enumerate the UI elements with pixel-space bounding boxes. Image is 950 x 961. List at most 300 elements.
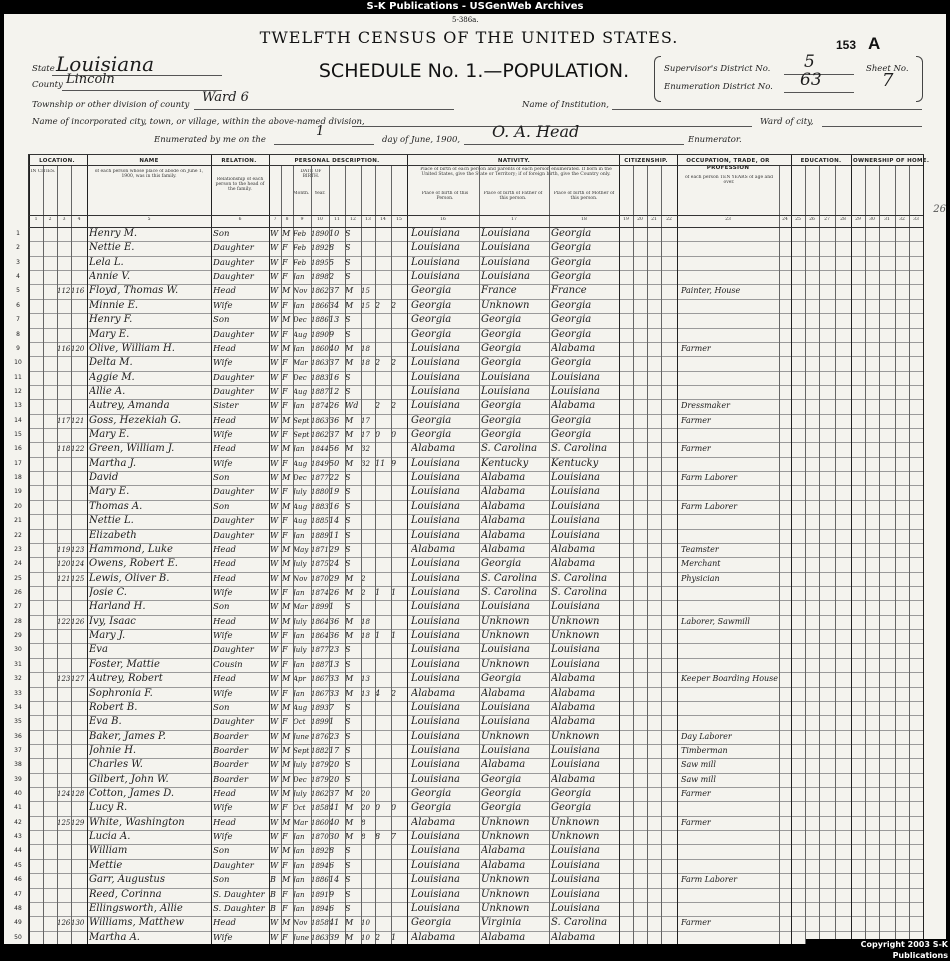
cell-sex: M (282, 473, 291, 483)
cell-yr: 1894 (311, 861, 329, 870)
row-number: 27 (14, 603, 22, 611)
cell-cond: M (345, 573, 354, 583)
cell-sex: F (282, 903, 288, 913)
cell-name: Martha J. (89, 457, 136, 469)
cell-col: W (270, 430, 279, 440)
cell-pob: Louisiana (411, 601, 460, 613)
cell-mo: Jan (293, 890, 305, 899)
column-number: 9 (300, 217, 304, 222)
cell-age: 8 (329, 846, 335, 856)
column-divider (211, 155, 212, 944)
column-number: 12 (350, 217, 356, 222)
column-number: 26 (809, 217, 815, 222)
column-number: 2 (48, 217, 52, 222)
cell-yr: 1862 (311, 431, 329, 440)
cell-pof: Louisiana (481, 242, 530, 254)
census-row (14, 730, 923, 744)
cell-age: 9 (329, 329, 335, 339)
cell-col: W (270, 774, 279, 784)
cell-cond: S (345, 329, 351, 339)
cell-pom: Louisiana (551, 486, 600, 498)
cell-sex: F (282, 688, 288, 698)
cell-living: 9 (391, 458, 397, 468)
cell-pom: Unknown (551, 615, 600, 627)
cell-name: Sophronia F. (89, 687, 153, 699)
cell-pob: Georgia (411, 328, 452, 340)
cell-age: 34 (329, 300, 340, 310)
cell-age: 9 (329, 889, 335, 899)
cell-pob: Louisiana (411, 572, 460, 584)
cell-cond: S (345, 860, 351, 870)
cell-col: W (270, 731, 279, 741)
census-row (14, 500, 923, 514)
cell-pob: Georgia (411, 802, 452, 814)
cell-rel: Daughter (213, 645, 254, 656)
cell-col: W (270, 717, 279, 727)
cell-mo: Nov (293, 919, 308, 928)
relation-description: Relationship of each person to the head of the family. (215, 177, 265, 192)
cell-name: Henry F. (89, 314, 133, 326)
cell-rel: Daughter (213, 717, 254, 728)
cell-pob: Louisiana (411, 385, 460, 397)
cell-born: 4 (375, 688, 381, 698)
place-mother-header: Place of birth of Mother of this person. (553, 191, 615, 201)
census-row (14, 442, 923, 456)
cell-col: W (270, 588, 279, 597)
header-rule (29, 227, 923, 228)
cell-rel: Wife (213, 932, 233, 943)
cell-pob: Louisiana (411, 630, 460, 642)
cell-dw: 117 (57, 416, 71, 425)
census-row (14, 658, 923, 672)
cell-cond: S (345, 559, 351, 569)
census-row (14, 471, 923, 485)
cell-yrs: 2 (361, 574, 366, 583)
cell-col: W (270, 473, 279, 483)
cell-age: 33 (329, 688, 340, 698)
cell-mo: Jan (293, 445, 305, 454)
cell-yr: 1874 (311, 402, 329, 411)
cell-living: 1 (391, 631, 397, 641)
cell-sex: F (282, 358, 288, 368)
cell-col: W (270, 616, 279, 626)
census-row (14, 902, 923, 916)
cell-mo: Jan (293, 689, 305, 698)
cell-pom: Alabama (551, 543, 596, 555)
column-divider (71, 165, 72, 944)
cell-pof: Louisiana (481, 385, 530, 397)
cell-born: 1 (375, 588, 381, 597)
column-divider (865, 165, 866, 944)
cell-age: 56 (329, 444, 340, 454)
cell-pom: Louisiana (551, 859, 600, 871)
cell-pob: Louisiana (411, 242, 460, 254)
cell-pof: Louisiana (481, 644, 530, 656)
row-number: 45 (14, 861, 22, 869)
cell-pob: Louisiana (411, 658, 460, 670)
cell-mo: Oct (293, 804, 306, 813)
cell-col: W (270, 688, 279, 698)
district-bracket-left (654, 56, 661, 102)
cell-yr: 1879 (311, 761, 329, 770)
column-number: 30 (869, 217, 875, 222)
cell-yr: 1883 (311, 373, 329, 382)
row-number: 14 (14, 416, 22, 424)
cell-pob: Louisiana (411, 673, 460, 685)
cell-sex: F (282, 645, 288, 655)
cell-pom: Alabama (551, 773, 596, 785)
cell-pom: Louisiana (551, 500, 600, 512)
census-row (14, 629, 923, 643)
cell-col: W (270, 702, 279, 712)
cell-occ: Saw mill (681, 774, 716, 784)
cell-dw: 120 (57, 560, 71, 569)
cell-col: W (270, 358, 279, 368)
column-number: 17 (511, 217, 517, 222)
cell-rel: Boarder (213, 760, 249, 771)
cell-pob: Louisiana (411, 529, 460, 541)
cell-mo: Jan (293, 402, 305, 411)
cell-sex: F (282, 386, 288, 396)
cell-cond: S (345, 875, 351, 885)
cell-dw: 126 (57, 919, 71, 928)
cell-mo: June (293, 732, 309, 741)
cell-fam: 123 (71, 545, 85, 554)
cell-cond: M (345, 286, 354, 296)
census-row (14, 514, 923, 528)
cell-pob: Georgia (411, 414, 452, 426)
cell-sex: M (282, 286, 291, 296)
cell-name: Ellingsworth, Allie (89, 902, 183, 914)
cell-pof: Unknown (481, 630, 530, 642)
cell-col: W (270, 645, 279, 655)
row-number: 1 (16, 230, 20, 237)
census-row (14, 844, 923, 858)
cell-rel: Daughter (213, 487, 254, 498)
cell-sex: F (282, 372, 288, 382)
cell-yr: 1860 (311, 344, 329, 353)
cell-yr: 1864 (311, 632, 329, 641)
cell-born: 0 (375, 430, 381, 440)
cell-yrs: 2 (361, 589, 366, 597)
cell-fam: 130 (71, 919, 85, 928)
cell-name: Ivy, Isaac (89, 615, 136, 627)
cell-pof: Alabama (481, 859, 526, 871)
cell-yr: 1898 (311, 273, 329, 282)
cell-name: Hammond, Luke (89, 543, 173, 555)
cell-fam: 122 (71, 445, 85, 454)
cell-rel: Boarder (213, 745, 249, 756)
cell-name: Garr, Augustus (89, 874, 165, 886)
cell-occ: Laborer, Sawmill (681, 616, 750, 626)
column-divider (311, 165, 312, 944)
column-number: 14 (380, 217, 386, 222)
cell-mo: Jan (293, 589, 305, 597)
cell-occ: Farmer (681, 789, 711, 799)
row-number: 2 (16, 244, 20, 252)
cell-cond: S (345, 717, 351, 727)
cell-yr: 1877 (311, 646, 329, 655)
cell-living: 1 (391, 588, 397, 597)
column-divider (43, 165, 44, 944)
cell-rel: Son (213, 315, 230, 326)
census-row (14, 385, 923, 399)
cell-yrs: 10 (361, 919, 370, 928)
cell-yrs: 13 (361, 689, 370, 698)
column-divider (661, 165, 662, 944)
cell-pom: Georgia (551, 357, 592, 369)
cell-yr: 1844 (311, 445, 329, 454)
cell-rel: Wife (213, 430, 233, 441)
cell-yr: 1862 (311, 790, 329, 799)
row-number: 21 (14, 517, 22, 525)
cell-pob: Louisiana (411, 500, 460, 512)
cell-col: W (270, 659, 279, 669)
cell-pob: Louisiana (411, 472, 460, 484)
margin-note: 26 (933, 204, 946, 215)
cell-cond: S (345, 774, 351, 784)
cell-name: Gilbert, John W. (89, 773, 169, 785)
cell-occ: Keeper Boarding House (681, 674, 779, 684)
cell-occ: Farm Laborer (681, 473, 738, 483)
cell-pof: Unknown (481, 658, 530, 670)
cell-rel: Head (213, 616, 236, 627)
cell-rel: Head (213, 343, 236, 354)
cell-name: Autrey, Robert (89, 673, 163, 685)
cell-rel: Daughter (213, 860, 254, 871)
cell-rel: Boarder (213, 731, 249, 742)
row-number: 34 (14, 703, 22, 711)
cell-pob: Louisiana (411, 271, 460, 283)
cell-pob: Alabama (411, 687, 456, 699)
row-number: 44 (14, 847, 22, 855)
cell-mo: July (293, 488, 307, 497)
cell-mo: Mar (293, 603, 308, 612)
column-divider (407, 155, 408, 944)
cell-cond: M (345, 674, 354, 684)
cell-pom: Louisiana (551, 759, 600, 771)
cell-pom: Louisiana (551, 472, 600, 484)
cell-col: W (270, 343, 279, 353)
cell-yr: 1890 (311, 330, 329, 339)
cell-pof: Unknown (481, 874, 530, 886)
cell-mo: Nov (293, 574, 308, 583)
cell-cond: M (345, 458, 354, 468)
cell-col: W (270, 674, 279, 684)
cell-rel: S. Daughter (213, 903, 265, 914)
cell-pom: Unknown (551, 831, 600, 843)
cell-col: B (270, 875, 276, 885)
cell-cond: S (345, 645, 351, 655)
census-row (16, 342, 923, 356)
cell-pob: Louisiana (411, 400, 460, 412)
schedule-title: SCHEDULE No. 1.—POPULATION. (318, 60, 630, 82)
census-row (14, 485, 923, 499)
cell-mo: Jan (293, 861, 305, 870)
enumeration-value: 63 (800, 70, 822, 90)
cell-sex: M (282, 674, 291, 684)
cell-dw: 119 (57, 545, 71, 554)
cell-age: 20 (329, 774, 340, 784)
cell-name: Lucia A. (89, 831, 131, 843)
cell-pob: Alabama (411, 816, 456, 828)
cell-pom: Alabama (551, 673, 596, 685)
cell-sex: M (282, 602, 291, 612)
row-number: 33 (14, 689, 22, 697)
column-divider (805, 165, 806, 944)
cell-col: W (270, 329, 279, 339)
cell-col: W (270, 286, 279, 296)
cell-cond: S (345, 659, 351, 669)
cell-pom: Georgia (551, 788, 592, 800)
cell-pom: France (551, 285, 587, 297)
cell-yrs: 32 (361, 459, 370, 468)
year-header: Year. (314, 191, 326, 196)
row-number: 31 (14, 660, 22, 668)
cell-sex: F (282, 659, 288, 669)
cell-rel: Wife (213, 588, 233, 598)
cell-cond: S (345, 501, 351, 511)
cell-yr: 1880 (311, 488, 329, 497)
cell-sex: M (282, 415, 291, 425)
cell-rel: Son (213, 501, 230, 512)
column-divider (923, 155, 924, 944)
cell-col: W (270, 444, 279, 454)
column-number: 7 (273, 217, 277, 222)
education-header: EDUCATION. (800, 158, 842, 164)
cell-cond: S (345, 473, 351, 483)
census-row (14, 615, 923, 629)
cell-occ: Farmer (681, 444, 711, 454)
row-number: 36 (14, 732, 22, 740)
cell-age: 29 (329, 573, 340, 583)
cell-pom: Louisiana (551, 902, 600, 914)
cell-cond: S (345, 257, 351, 267)
column-number: 8 (285, 217, 289, 222)
cell-pof: Alabama (481, 687, 526, 699)
cell-name: Mary E. (89, 328, 130, 340)
cell-name: Lela L. (89, 256, 124, 268)
cell-yr: 1870 (311, 833, 329, 842)
column-number: 32 (899, 217, 905, 222)
cell-fam: 121 (71, 416, 85, 425)
supervisor-label: Supervisor's District No. (664, 64, 771, 74)
cell-rel: Son (213, 702, 230, 713)
cell-pof: Alabama (481, 845, 526, 857)
cell-occ: Farmer (681, 918, 711, 928)
cell-pob: Georgia (411, 299, 452, 311)
cell-pom: Unknown (551, 730, 600, 742)
cell-age: 5 (329, 257, 335, 267)
name-description: of each person whose place of abode on June 1, 1900, was in this family. (94, 169, 204, 179)
cell-mo: June (293, 933, 309, 942)
census-row (14, 873, 923, 887)
cell-name: Josie C. (89, 587, 127, 598)
state-value: Louisiana (56, 52, 154, 76)
cell-yrs: 13 (361, 675, 370, 684)
cell-cond: S (345, 487, 351, 497)
cell-pof: Louisiana (481, 744, 530, 756)
county-value: Lincoln (66, 72, 115, 87)
census-row (14, 399, 923, 413)
cell-sex: F (282, 516, 288, 526)
cell-age: 29 (329, 544, 340, 554)
cell-sex: F (282, 458, 288, 468)
cell-fam: 116 (71, 287, 85, 296)
cell-pof: Unknown (481, 902, 530, 914)
cell-yr: 1879 (311, 775, 329, 784)
cell-pom: Georgia (551, 802, 592, 814)
cell-occ: Farm Laborer (681, 875, 738, 885)
cell-age: 33 (329, 674, 340, 684)
cell-yr: 1866 (311, 301, 329, 310)
column-number: 18 (581, 217, 587, 222)
cell-mo: Nov (293, 287, 308, 296)
cell-pob: Louisiana (411, 888, 460, 900)
column-divider (345, 165, 346, 944)
cell-yrs: 8 (361, 818, 366, 827)
cell-age: 13 (329, 315, 340, 325)
census-row (14, 687, 923, 701)
census-row (14, 643, 923, 657)
cell-age: 20 (329, 760, 340, 770)
cell-mo: Jan (293, 904, 305, 913)
column-divider (909, 165, 910, 944)
county-underline (62, 90, 222, 91)
cell-dw: 121 (57, 574, 71, 583)
cell-sex: M (282, 875, 291, 885)
cell-rel: Wife (213, 300, 233, 311)
cell-pof: Unknown (481, 888, 530, 900)
cell-pom: Alabama (551, 558, 596, 570)
cell-dw: 125 (57, 818, 71, 827)
cell-yrs: 8 (361, 833, 366, 842)
cell-living: 0 (391, 803, 397, 813)
cell-pof: Alabama (481, 486, 526, 498)
cell-col: B (270, 889, 276, 899)
cell-rel: S. Daughter (213, 889, 265, 900)
cell-dw: 124 (57, 790, 71, 799)
cell-yr: 1867 (311, 689, 329, 698)
cell-pob: Louisiana (411, 716, 460, 728)
cell-born: 0 (375, 803, 381, 813)
cell-age: 40 (329, 817, 340, 827)
cell-pom: Louisiana (551, 888, 600, 900)
cell-dw: 118 (57, 445, 71, 454)
row-number: 26 (14, 589, 22, 596)
cell-age: 10 (329, 229, 340, 238)
citizenship-header: CITIZENSHIP. (624, 158, 668, 164)
cell-name: Goss, Hezekiah G. (89, 414, 182, 426)
row-number: 41 (14, 804, 22, 812)
cell-mo: Jan (293, 632, 305, 641)
cell-yr: 1858 (311, 804, 329, 813)
cell-col: W (270, 300, 279, 310)
row-number: 12 (14, 387, 22, 395)
column-number: 24 (782, 217, 788, 222)
cell-fam: 126 (71, 617, 85, 626)
archive-banner: S-K Publications - USGenWeb Archives (366, 1, 584, 12)
county-label: County (32, 80, 63, 90)
cell-age: 36 (329, 616, 340, 626)
column-divider (329, 165, 330, 944)
cell-col: W (270, 803, 279, 813)
column-number: 22 (666, 217, 672, 222)
cell-mo: Jan (293, 344, 305, 353)
cell-col: W (270, 530, 279, 540)
cell-pom: Georgia (551, 314, 592, 326)
cell-rel: Daughter (213, 272, 254, 283)
